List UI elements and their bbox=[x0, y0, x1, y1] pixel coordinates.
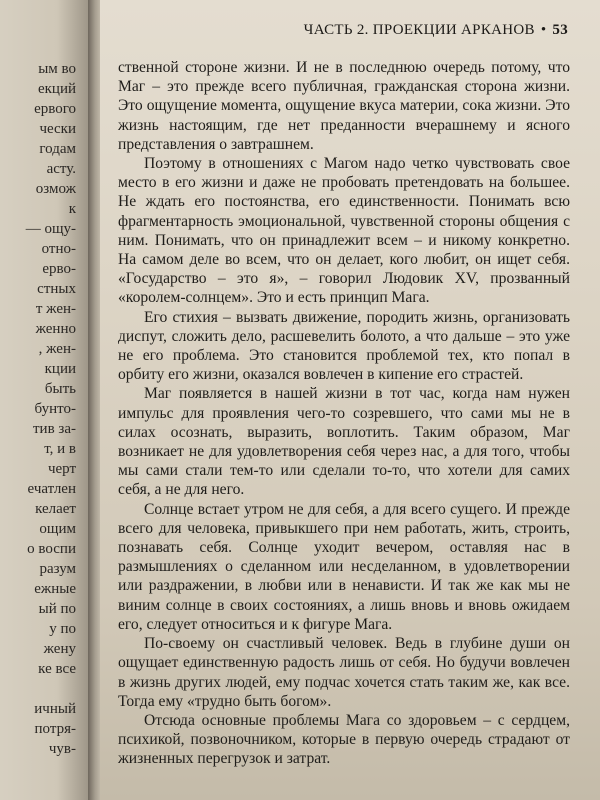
left-page-fragment: отно- bbox=[41, 241, 76, 257]
left-page-fragment: тив за- bbox=[33, 421, 76, 437]
left-page-fragment: озмож bbox=[35, 181, 76, 197]
paragraph: Поэтому в отношениях с Магом надо четко чувствовать свое место в его жизни и даже не пробовать претендовать на большее. Не ждать его постоянства, его единственности. Понимать всю фрагментарность эмоциональной, чувственной стороны общения с ним. Понимать, что он принадлежит всем – и никому конкретно. На самом деле во всем, что он делает, кого любит, он ищет себя. «Государство – это я», – говорил Людовик XV, прозванный «королем-солнцем». Это и есть принцип Мага. bbox=[118, 155, 570, 307]
left-page-fragment: у по bbox=[49, 621, 76, 637]
left-page-fragment: ым во bbox=[38, 61, 76, 77]
left-page-fragment: годам bbox=[39, 141, 76, 157]
left-page-fragment: стных bbox=[37, 281, 76, 297]
right-page bbox=[100, 0, 600, 800]
left-page-fragment: женно bbox=[35, 321, 76, 337]
left-page-fragment: т жен- bbox=[35, 301, 76, 317]
left-page-fragment: чески bbox=[39, 121, 76, 137]
paragraph: Маг появляется в нашей жизни в тот час, когда нам нужен импульс для проявления чего-то созревшего, что сами мы не в силах осознать, выразить, воплотить. Таким образом, Маг возникает не для удовлетворения себя через нас, а для того, чтобы мы сами стали тем-то или сделали то-то, что хотели для самих себя, а не для него. bbox=[118, 385, 570, 499]
paragraph: Отсюда основные проблемы Мага со здоровьем – с сердцем, психикой, позвоночником, которые в первую очередь страдают от жизненных перегрузок и затрат. bbox=[118, 711, 570, 768]
header-bullet: • bbox=[540, 22, 547, 38]
left-page-edge bbox=[0, 0, 90, 800]
left-page-fragment: т, и в bbox=[44, 441, 76, 457]
paragraph: По-своему он счастливый человек. Ведь в глубине души он ощущает единственную радость лишь от себя. Но будучи вовлечен в жизнь других людей, ему подчас хочется стать таким же, как все. Тогда ему «трудно быть богом». bbox=[118, 635, 570, 710]
paragraph: Его стихия – вызвать движение, породить жизнь, организовать диспут, сложить дело, расшевелить болото, а что дальше – это уже не его проблема. Это становится проблемой тех, кто попал в орбиту его жизни, оказался вовлечен в кипение его страстей. bbox=[118, 308, 570, 384]
paragraph: ственной стороне жизни. И не в последнюю очередь потому, что Маг – это прежде всего публичная, гражданская сторона жизни. Это ощущение момента, ощущение вкуса материи, сока жизни. Это жизнь настоящим, где нет преданности вчерашнему и ясного представления о завтрашнем. bbox=[118, 59, 570, 153]
left-page-fragment: быть bbox=[44, 381, 76, 397]
body-text bbox=[118, 58, 570, 769]
left-page-fragment: к bbox=[68, 201, 76, 217]
left-page-fragment: екций bbox=[37, 81, 76, 97]
left-page-fragment: , жен- bbox=[38, 341, 76, 357]
left-page-fragment: ервого bbox=[34, 101, 76, 117]
left-page-fragment: ощим bbox=[39, 521, 76, 537]
page-number: 53 bbox=[552, 22, 568, 38]
part-title: ЧАСТЬ 2. ПРОЕКЦИИ АРКАНОВ bbox=[303, 22, 535, 38]
left-page-fragment: ерво- bbox=[42, 261, 76, 277]
left-page-fragment: бунто- bbox=[34, 401, 76, 417]
left-page-fragment: жену bbox=[43, 641, 76, 657]
left-page-fragment: потря- bbox=[34, 721, 76, 737]
left-page-fragment: ке все bbox=[38, 661, 76, 677]
left-page-fragment: кции bbox=[44, 361, 76, 377]
left-page-fragment: ичный bbox=[34, 701, 76, 717]
left-page-fragment: разум bbox=[39, 561, 76, 577]
left-page-fragment: ежные bbox=[34, 581, 76, 597]
paragraph: Солнце встает утром не для себя, а для всего сущего. И прежде всего для человека, привыкшего при нем работать, жить, строить, познавать себя. Солнце уходит вечером, оставляя нас в размышлениях о сделанном или несделанном, в удовлетворении или раздражении, в любви или в ненависти. И так же как мы не виним солнце в своих состояниях, а лишь вновь и вновь ожидаем его, следует относиться и к фигуре Мага. bbox=[118, 500, 570, 633]
left-page-fragment: ечатлен bbox=[27, 481, 76, 497]
left-page-fragment: асту. bbox=[46, 161, 76, 177]
left-page-fragment: черт bbox=[47, 461, 76, 477]
left-page-fragment: келает bbox=[35, 501, 76, 517]
left-page-fragment: чув- bbox=[48, 741, 76, 757]
left-page-fragment: ый по bbox=[38, 601, 76, 617]
left-page-fragment: о воспи bbox=[27, 541, 76, 557]
running-head bbox=[304, 22, 568, 39]
left-page-fragment: — ощу- bbox=[25, 221, 76, 237]
